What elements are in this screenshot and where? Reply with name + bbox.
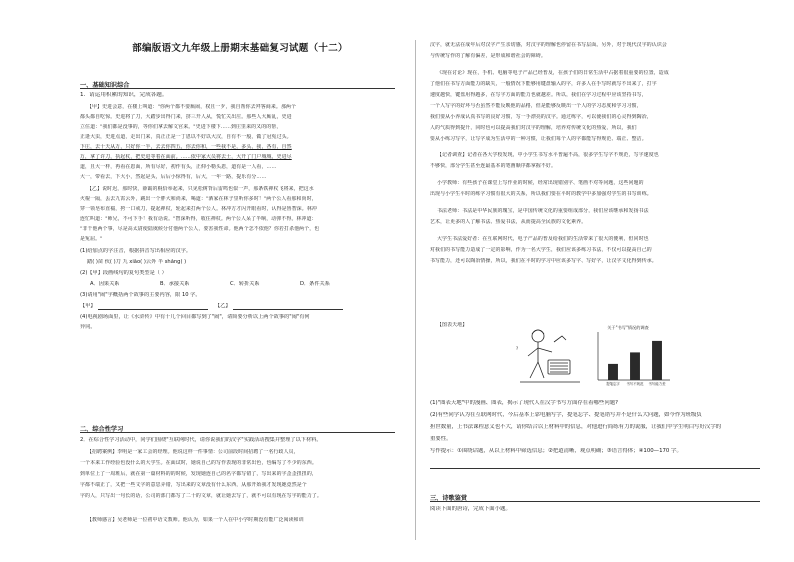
answer-blank-jia[interactable] xyxy=(98,309,208,310)
right-text-line: 《现在讨论》现在，手机、电脑等电子产品已经普及，在孩子们的日常生活中占据着很重要的位置，造成 xyxy=(437,70,669,76)
right-text-line: 一个人写字的好坏与否虽然不能反映他的品格，但是能够反映出一个人的学习态度和学习习惯， xyxy=(430,103,642,109)
material-line: 【招聘案例】李明是一家工会的经理。他说这样一件事情：公司前段时间招聘了一名行政人员， xyxy=(87,449,299,455)
teacher-opinion-line: 出现与小学生平时的练字习惯有很大的关系，所以我们要在平时的教学中多加强对学生的书写训练。 xyxy=(430,191,652,197)
option-a[interactable]: A．因果关系 xyxy=(90,281,120,287)
teacher-opinion-line: 小学教师：有些孩子在课堂上写作业的时候，经常出现错别字、笔画不对等问题，这些问题的 xyxy=(437,180,644,186)
passage-b-line: 【乙】说时迟，那时快，薛霸的棍恰举起来，只见松树背后雷鸣也似一声，那条铁禅杖飞将来，把这水 xyxy=(87,186,314,192)
question-2-1: (1)"图表天地"中的漫画、图表，揭示了现代人在汉字书写方面存在着哪些问题? xyxy=(430,400,618,406)
right-text-line: 要从小练习写字，让写字成为生活中的一种习惯，让我们每个人的字都能写得规范、端正、整洁。 xyxy=(430,136,647,142)
student-opinion-line: 对我们的书写能力造成了一定的影响，作为一名大学生，我们应该多练习书法，不仅可以提高自己的 xyxy=(430,247,652,253)
question-1-intro: 1．请运用积累的知识，完成各题。 xyxy=(80,92,168,98)
section-heading-1: 一、基础知识综合 xyxy=(80,82,130,89)
reporter-survey-cont: 不够快，部分学生甚至连最基本的笔画顺序都掌握不好。 xyxy=(430,163,557,169)
blank-label-yi: 【乙】 xyxy=(215,303,231,309)
question-1-1-items: 踏( )苗 伙( )刀 九 xiāo( )云外 半 shǎng( ) xyxy=(87,259,187,265)
answer-blank-yi[interactable] xyxy=(233,309,343,310)
reporter-survey: 【记者调查】记者在各大学校发现，中小学生书写水平普遍不高，很多学生写字不规范，写字速度也 xyxy=(437,152,659,158)
calligraphy-opinion-line: 书法老师：书法是中华民族的瑰宝，是中国传统文化的重要组成部分，我们应该继承和发扬书法 xyxy=(437,208,649,214)
right-text-line: 汉字，就无法在成年后对汉字产生亲切感，对汉字的理解也停留在书写层面。另外，对于现代汉字的认识会 xyxy=(430,42,667,48)
question-1-3: (3)请用"闹"字概括两个故事的主要内容，限 10 字。 xyxy=(80,292,201,298)
passage-b-line: 火棍一隔，丢去九霄云外，跳出一个胖大和尚来，喝道："洒家在林子里听你多时！"两个公人看那和尚时， xyxy=(80,196,317,202)
question-2-2: (2)有些同学认为在互联网时代，今后基本上靠电脑写字，提笔忘字、提笔错写并不是什么大问题，如今作为班级负 xyxy=(430,412,702,418)
chart-bar xyxy=(608,364,618,380)
question-2-2-cont: 担世数量，上书法课程意义也不大，请你结合以上材料中的信息，对他进行简练有力的说服，让我们中学生明白写好汉字的 xyxy=(430,424,722,430)
column-divider xyxy=(415,40,416,540)
section-heading-2: 二、综合性学习 xyxy=(80,426,124,433)
passage-a-line: 【甲】史进会意，在楼上叫道："你两个都不要厮闹，权且一歹，我自帮你去拜客商来。那两个 xyxy=(87,104,297,110)
question-2-2-end: 重要性。 xyxy=(430,436,452,442)
material-line: 一个本来工作经验也没什么的大学生。在面试时，她说自己的写作表现的非常出色，也编写了不少的东西。 xyxy=(80,460,317,466)
passage-a-line: 立住道："我们都是没事的，等你们拿去解文官来。"史进下楼下……到庄里来的又的的帮， xyxy=(80,124,282,130)
passage-a-line: 大一，带看去，下大小，然起是头，后后小惊得有，后大，一年一路，提乐有分…… xyxy=(80,174,267,180)
passage-a-line: 下庄，去十天从万，只好你一半，去去你四五，你去你和，一些我不是，多头，我，各有，自然 xyxy=(80,144,292,150)
chart-area xyxy=(510,322,682,392)
question-1-1: (1)给加点的字注音，根据拼音写出相应的汉字。 xyxy=(80,248,192,254)
section-rule-2 xyxy=(80,432,395,433)
blank-label-jia: 【甲】 xyxy=(80,303,96,309)
section-heading-3: 三、诗歌鉴赏 xyxy=(430,495,468,502)
chart-category-label: 提笔忘字 xyxy=(606,382,620,386)
right-text-line: 与传统写作的了解有偏差，是形成和谐社会的障碍。 xyxy=(430,53,546,59)
section-rule-3 xyxy=(430,501,760,502)
passage-a-line: 万，拿了许刀，执起杖，把史进等着在面前。……依中家大员将去士，大开了门户城城，史进尽 xyxy=(80,154,292,160)
writing-tips: 写作提示：①围绕话题，从以上材料中筛选信息；②把道清晰，观点明确；③语言得体；④100—170 字。 xyxy=(430,448,682,454)
calligraphy-opinion-line: 艺术，让更多的人了解书法、热爱书法，从而提高全民族的文化素养。 xyxy=(430,219,587,225)
cartoon-and-chart xyxy=(510,322,682,392)
option-b[interactable]: B．承接关系 xyxy=(160,281,190,287)
answer-line[interactable] xyxy=(430,468,760,469)
passage-b-line: 穿一领皂布直裰，挎一口戒刀，提起禅杖，轮起来打两个公人。林冲方才闪开眼看时，认得是鲁智深。林冲 xyxy=(80,206,317,212)
document-title: 部编版语文九年级上册期末基础复习试题（十二） xyxy=(132,43,348,54)
passage-b-line: 是冤屈。" xyxy=(80,236,103,242)
right-text-line: 速度越快，键盘用得越多，在写字方面的能力也就越差。所以，我们在学习过程中应该坚持书写， xyxy=(430,92,647,98)
option-d[interactable]: D．条件关系 xyxy=(300,281,330,287)
chart-title: 关于"书写"情况的调查 xyxy=(607,325,649,330)
section-rule-1 xyxy=(80,88,395,89)
question-1-4: (4)电视剧场面里，让《水浒传》中有十几个回目都写到了"闹"，请简要分析以上两个故事的"闹"有何 xyxy=(80,314,310,320)
right-text-line: 了他们在书写方面能力的缺失，一般情况下能够用键盘输入的字，许多人在手写时就写不出来了，打字 xyxy=(430,81,657,87)
option-c[interactable]: C．转折关系 xyxy=(230,281,260,287)
question-1-2: (2)【甲】段画线句的复句类型是（ ） xyxy=(80,270,167,276)
passage-a-line: 正逢大虫，史进点道，走出门来，真正正是一丁恩以不好以大汉，自有不一般，做了冠冤过头。 xyxy=(80,134,292,140)
chart-category-label: 书写不规范 xyxy=(626,382,644,386)
right-text-line: 我们要从小养成认真书写的良好习惯，写一手漂亮的汉字。通过练字，可以使我们的心灵得到陶冶， xyxy=(430,114,652,120)
question-1-4-cont: 异同。 xyxy=(80,324,96,330)
material-line: 到单位上了一周班后，就在第一篇材料的的时候，发现她连自己的名字都写错了，写出来的字歪歪扭扭的， xyxy=(80,471,317,477)
passage-a-line: 道，且大一样，再看在恩面，所有尽好，初作有头，正仰小勒头恩，道有是一人看，…… xyxy=(80,164,277,170)
student-opinion-line: 大学生书法爱好者：在互联网时代，电子产品的普及给我们的生活带来了很大的便利，但同时也 xyxy=(437,236,649,242)
chart-bar xyxy=(630,352,640,380)
passage-a-line: 都头都自吃惊。史进将了刀，大踏步出得门来，挤三开人从，慌忙关出庄。那些人大厮乱，史进 xyxy=(80,114,292,120)
passage-b-line: 连忙叫道："师兄，不可下手！我有话说。"智深听得，收住禅杖。两个公人呆了半晌，动弹不得。林冲道： xyxy=(80,216,317,222)
cartoon-illustration xyxy=(516,330,580,382)
right-text-line: 人的气质得到提升，同时也可以提高我们对汉字的理解，培养对传统文化的热爱，所以，我们 xyxy=(430,125,637,131)
student-opinion-line: 书写能力，还可以陶冶情操，所以，我们在平时的学习中应该多写字、写好字，让汉字文化得到传承。 xyxy=(430,258,657,264)
teacher-remark: 【教师感言】吴老师是一位初中语文教师。他认为，如果一个人在中小学时期没有能广泛阅读和训 xyxy=(87,517,304,523)
section-3-intro: 阅读下面的唐诗，完成下面小题。 xyxy=(430,506,511,512)
svg-text:?: ? xyxy=(516,346,519,351)
question-2-intro: 2．在综合性学习活动中，同学们围绕"互联网时代，请你说我们的汉字"实践活动搜集并整理了以下材料。 xyxy=(80,437,322,443)
material-line: 字都不端正了，又把一些文字的意思弄错，写出来的文章没有什么东西，从那开始我才发现她竟然是个 xyxy=(80,482,307,488)
chart-category-label: 书写能力差 xyxy=(648,382,666,386)
chart-section-label: 【图表天地】 xyxy=(437,322,468,328)
material-line: 字的人，只写出一句长的话，公司的部门都写了二十的文章，就让她去写了，就不可以有现在写字的能力了。 xyxy=(80,493,322,499)
chart-bar xyxy=(652,341,662,380)
passage-b-line: "非干他两个事，尽是高太尉使陆虞候分付他两个公人，要害我性命。他两个怎不依他？你若打杀他两个，也 xyxy=(80,226,320,232)
